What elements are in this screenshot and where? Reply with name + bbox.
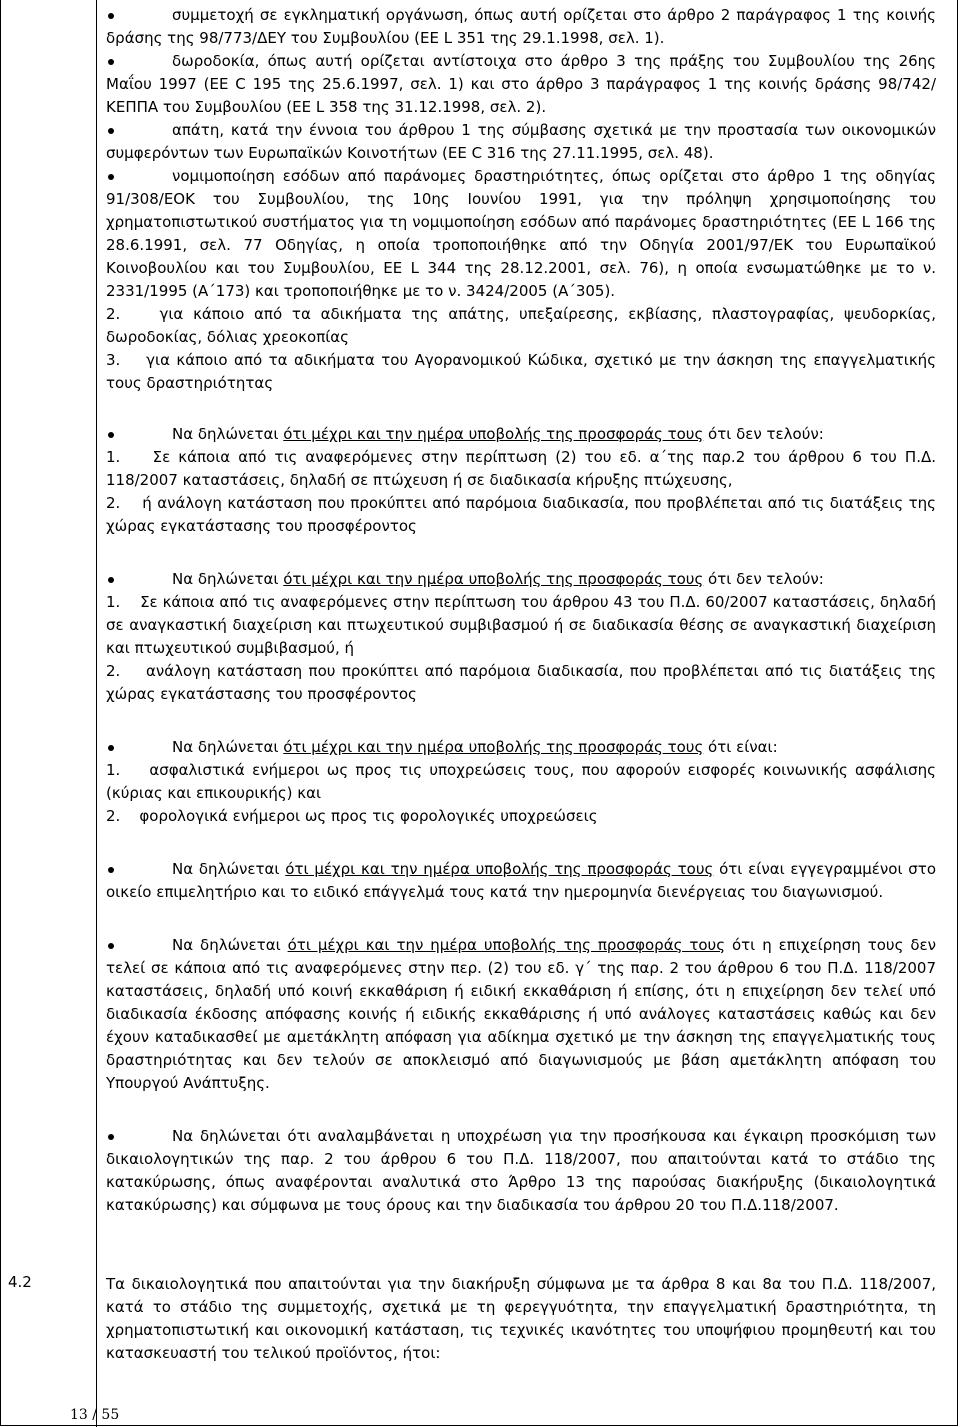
page-number: 13 / 55 [70,1407,120,1423]
numbered-item: 2. φορολογικά ενήμεροι ως προς τις φορολογικές υποχρεώσεις [106,807,598,825]
numbered-item: 3. για κάποιο από τα αδικήματα του Αγορανομικού Κώδικα, σχετικό με την άσκηση της επαγγελματικής τους δραστηριότητας [106,351,936,392]
declaration-bullet: Να δηλώνεται ότι μέχρι και την ημέρα υποβολής της προσφοράς τους ότι είναι: [106,736,936,759]
bullet-icon [108,1134,114,1140]
bullet-icon [108,59,114,65]
column-divider [96,0,97,1427]
numbered-item: 2. ανάλογη κατάσταση που προκύπτει από παρόμοια διαδικασία, που προβλέπεται από τις διατάξεις της χώρας εγκατάστασης του προσφέροντος [106,662,936,703]
declaration-bullet: Να δηλώνεται ότι μέχρι και την ημέρα υποβολής της προσφοράς τους ότι η επιχείρηση τους δεν τελεί σε κάποια από τις αναφερόμενες στην περ. (2) του εδ. γ΄ της παρ. 2 του άρθρου 6 του Π.Δ. 118/2007 καταστάσεις, δηλαδή υπό κοινή εκκαθάριση ή ειδική εκκαθάριση ή επίσης, ότι η επιχείρηση δεν τελεί υπό διαδικασία έκδοσης απόφασης κοινής ή ειδικής εκκαθάρισης ή υπό ανάλογες καταστάσεις καθώς και δεν έχουν καταδικασθεί με αμετάκλητη απόφαση για αδίκημα σχετικό με την άσκηση της επαγγελματικής τους δραστηριότητας και δεν τελούν σε αποκλεισμό από διαγωνισμούς με βάση αμετάκλητη απόφαση του Υπουργού Ανάπτυξης. [106,936,937,1092]
section-text: Τα δικαιολογητικά που απαιτούνται για την διακήρυξη σύμφωνα με τα άρθρα 8 και 8α του Π.Δ. 118/2007, κατά το στάδιο της συμμετοχής, σχετικά με τη φερεγγυότητα, την επαγγελματική δραστηριότητα, τη χρηματοπιστωτική και οικονομική κατάσταση, τις τεχνικές ικανότητες του υποψήφιου προμηθευτή και του κατασκευαστή του τελικού προϊόντος, ήτοι: [106,1275,936,1362]
bullet-icon [108,174,114,180]
bullet-icon [108,745,114,751]
bullet-icon [108,128,114,134]
bullet-icon [108,867,114,873]
bullet-icon [108,13,114,19]
bullet-paragraph: δωροδοκία, όπως αυτή ορίζεται αντίστοιχα στο άρθρο 3 της πράξης του Συμβουλίου της 26ης Μαΐου 1997 (ΕΕ C 195 της 25.6.1997, σελ. 1) και στο άρθρο 3 παράγραφος 1 της κοινής δράσης 98/742/ΚΕΠΠΑ του Συμβουλίου (ΕΕ L 358 της 31.12.1998, σελ. 2). [106,52,936,116]
declaration-bullet: Να δηλώνεται ότι μέχρι και την ημέρα υποβολής της προσφοράς τους ότι είναι εγγεγραμμένοι στο οικείο επιμελητήριο και το ειδικό επάγγελμά τους κατά την ημερομηνία διενέργειας του διαγωνισμού. [106,860,937,901]
numbered-item: 2. ή ανάλογη κατάσταση που προκύπτει από παρόμοια διαδικασία, που προβλέπεται από τις διατάξεις της χώρας εγκατάστασης του προσφέροντος [106,494,936,535]
numbered-item: 1. Σε κάποια από τις αναφερόμενες στην περίπτωση (2) του εδ. α΄της παρ.2 του άρθρου 6 του Π.Δ. 118/2007 καταστάσεις, δηλαδή σε πτώχευση ή σε διαδικασία κήρυξης πτώχευσης, [106,448,936,489]
document-body [106,4,936,1217]
bullet-paragraph: νομιμοποίηση εσόδων από παράνομες δραστηριότητες, όπως ορίζεται στο άρθρο 1 της οδηγίας 91/308/ΕΟΚ του Συμβουλίου, της 10ης Ιουνίου 1991, για την πρόληψη χρησιμοποίησης του χρηματοπιστωτικού συστήματος για τη νομιμοποίηση εσόδων από παράνομες δραστηριότητες (ΕΕ L 166 της 28.6.1991, σελ. 77 Οδηγίας, η οποία τροποποιήθηκε από την Οδηγία 2001/97/ΕΚ του Ευρωπαϊκού Κοινοβουλίου και του Συμβουλίου, ΕΕ L 344 της 28.12.2001, σελ. 76), η οποία ενσωματώθηκε με το ν. 2331/1995 (Α΄173) και τροποποιήθηκε με το ν. 3424/2005 (Α΄305). [106,167,936,300]
bullet-icon [108,577,114,583]
bullet-icon [108,943,114,949]
declaration-bullet: Να δηλώνεται ότι αναλαμβάνεται η υποχρέωση για την προσήκουσα και έγκαιρη προσκόμιση των δικαιολογητικών της παρ. 2 του άρθρου 6 του Π.Δ. 118/2007, που απαιτούνται κατά το στάδιο της κατακύρωσης, όπως αναφέρονται αναλυτικά στο Άρθρο 13 της παρούσας διακήρυξης (δικαιολογητικά κατακύρωσης) και σύμφωνα με τους όρους και την διαδικασία του άρθρου 20 του Π.Δ.118/2007. [106,1127,936,1214]
numbered-item: 2. για κάποιο από τα αδικήματα της απάτης, υπεξαίρεσης, εκβίασης, πλαστογραφίας, ψευδορκίας, δωροδοκίας, δόλιας χρεοκοπίας [106,305,936,346]
bullet-icon [108,432,114,438]
bullet-paragraph: συμμετοχή σε εγκληματική οργάνωση, όπως αυτή ορίζεται στο άρθρο 2 παράγραφος 1 της κοινής δράσης της 98/773/ΔΕΥ του Συμβουλίου (ΕΕ L 351 της 29.1.1998, σελ. 1). [106,6,936,47]
declaration-bullet: Να δηλώνεται ότι μέχρι και την ημέρα υποβολής της προσφοράς τους ότι δεν τελούν: [106,423,936,446]
declaration-bullet: Να δηλώνεται ότι μέχρι και την ημέρα υποβολής της προσφοράς τους ότι δεν τελούν: [106,568,936,591]
numbered-item: 1. ασφαλιστικά ενήμεροι ως προς τις υποχρεώσεις τους, που αφορούν εισφορές κοινωνικής ασφάλισης (κύριας και επικουρικής) και [106,761,936,802]
numbered-item: 1. Σε κάποια από τις αναφερόμενες στην περίπτωση του άρθρου 43 του Π.Δ. 60/2007 καταστάσεις, δηλαδή σε αναγκαστική διαχείριση και πτωχευτικού συμβιβασμού ή σε διαδικασία θέσης σε αναγκαστική διαχείριση και πτωχευτικού συμβιβασμού, ή [106,593,936,657]
bullet-paragraph: απάτη, κατά την έννοια του άρθρου 1 της σύμβασης σχετικά με την προστασία των οικονομικών συμφερόντων των Ευρωπαϊκών Κοινοτήτων (ΕΕ C 316 της 27.11.1995, σελ. 48). [106,121,936,162]
section-number: 4.2 [8,1273,32,1291]
